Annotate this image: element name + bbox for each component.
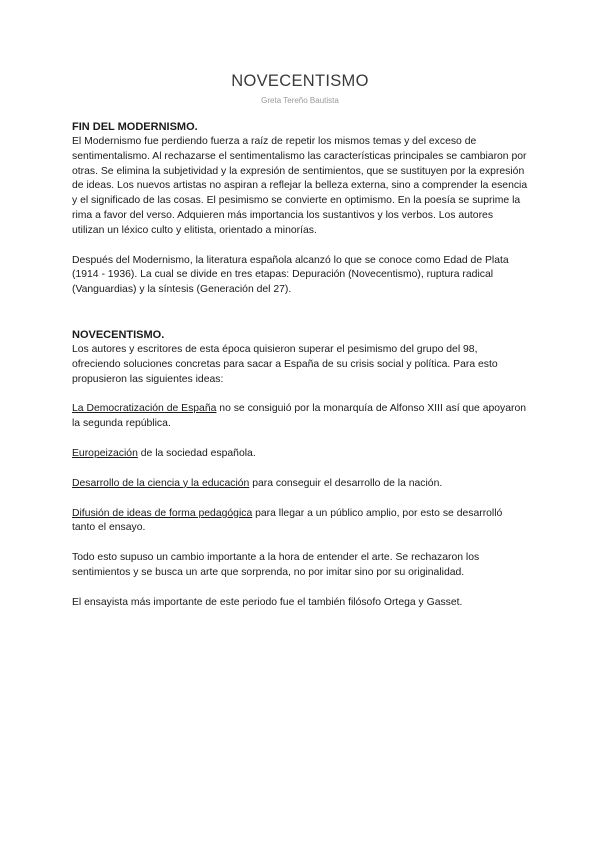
idea-text: no se consiguió por la monarquía de Alfonso XIII así que apoyaron la segunda república.: [72, 403, 527, 430]
idea-term: Desarrollo de la ciencia y la educación: [72, 477, 250, 489]
idea-item-democratizacion: [72, 402, 528, 432]
idea-item-difusion: [72, 507, 528, 537]
idea-text: de la sociedad española.: [137, 447, 256, 459]
paragraph-modernismo-2: Después del Modernismo, la literatura española alcanzó lo que se conoce como Edad de Plata (1914 - 1936). La cual se divide en tres etapas: Depuración (Novecentismo), ruptura radical (Vanguardias) y la síntesis (Generación del 27).: [72, 254, 509, 296]
document-body: [72, 120, 528, 611]
paragraph-arte: Todo esto supuso un cambio importante a la hora de entender el arte. Se rechazaron los sentimientos y se busca un arte que sorprenda, no por imitar sino por su originalidad.: [72, 552, 480, 578]
paragraph-novecentismo-intro: Los autores y escritores de esta época quisieron superar el pesimismo del grupo del 98, ofreciendo soluciones concretas para sacar a España de su crisis social y política. Para esto propusieron las siguientes ideas:: [72, 343, 498, 385]
paragraph-modernismo-1: El Modernismo fue perdiendo fuerza a raíz de repetir los mismos temas y del exceso de sentimentalismo. Al rechazarse el sentimentalismo las características principales se cambiaron por otras. Se elimina la subjetividad y la expresión de sentimientos, que se sustituyen por la expresión de ideas. Los nuevos artistas no aspiran a reflejar la belleza externa, sino a comprender la esencia y el significado de las cosas. El pesimismo se convierte en optimismo. En la poesía se suprime la rima a favor del verso. Adquieren más importancia los sustantivos y los verbos. Los autores utilizan un léxico culto y elitista, orientado a minorías.: [72, 136, 528, 236]
idea-text: para conseguir el desarrollo de la nación.: [249, 477, 443, 489]
idea-term: La Democratización de España: [72, 403, 217, 415]
idea-text: para llegar a un público amplio, por esto se desarrolló tanto el ensayo.: [72, 507, 503, 534]
document-title: NOVECENTISMO: [231, 72, 369, 90]
idea-item-europeizacion: [72, 447, 528, 462]
idea-term: Europeización: [72, 447, 138, 459]
paragraph-ortega: El ensayista más importante de este periodo fue el también filósofo Ortega y Gasset.: [72, 596, 463, 608]
section-heading-fin-modernismo: FIN DEL MODERNISMO.: [72, 121, 198, 133]
section-heading-novecentismo: NOVECENTISMO.: [72, 328, 165, 341]
document-author: Greta Tereño Bautista: [261, 96, 339, 105]
idea-term: Difusión de ideas de forma pedagógica: [72, 507, 253, 519]
idea-item-ciencia-educacion: [72, 477, 528, 492]
